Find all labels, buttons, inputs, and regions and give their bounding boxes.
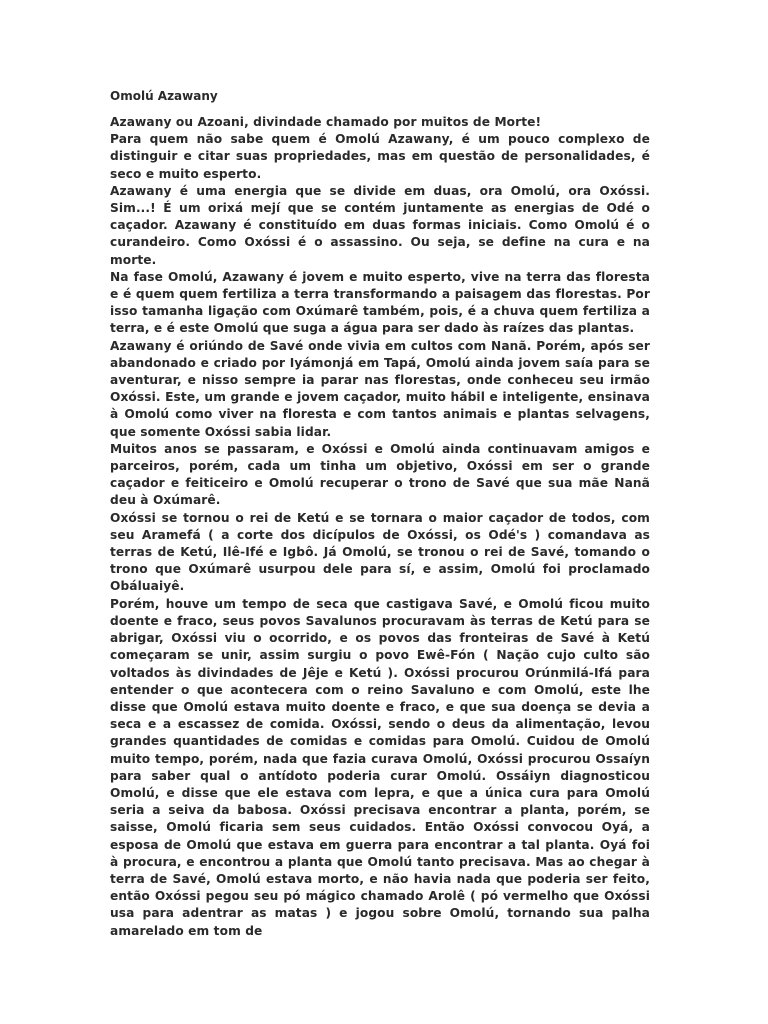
paragraph-energy: Azawany é uma energia que se divide em duas, ora Omolú, ora Oxóssi. Sim...! É um orixá mejí que se contém juntamente as energias de Odé o caçador. Azawany é constituído em duas formas iniciais. Como Omolú é o curandeiro. Como Oxóssi é o assassino. Ou seja, se define na cura e na morte. <box>110 183 650 267</box>
document-page <box>110 88 650 940</box>
document-body <box>110 114 650 940</box>
paragraph-years: Muitos anos se passaram, e Oxóssi e Omolú ainda continuavam amigos e parceiros, porém, cada um tinha um objetivo, Oxóssi em ser o grande caçador e feiticeiro e Omolú recuperar o trono de Savé que sua mãe Nanã deu à Oxúmarê. <box>110 441 650 508</box>
paragraph-omolu-phase: Na fase Omolú, Azawany é jovem e muito esperto, vive na terra das floresta e é quem quem fertiliza a terra transformando a paisagem das florestas. Por isso tamanha ligação com Oxúmarê também, pois, é a chuva quem fertiliza a terra, e é este Omolú que suga a água para ser dado às raízes das plantas. <box>110 269 650 336</box>
paragraph-drought: Porém, houve um tempo de seca que castigava Savé, e Omolú ficou muito doente e fraco, seus povos Savalunos procuravam às terras de Ketú para se abrigar, Oxóssi viu o ocorrido, e os povos das fronteiras de Savé à Ketú começaram se unir, assim surgiu o povo Ewê-Fón ( Nação cujo culto são voltados às divindades de Jêje e Ketú ). Oxóssi procurou Orúnmilá-Ifá para entender o que acontecera com o reino Savaluno e com Omolú, este lhe disse que Omolú estava muito doente e fraco, e que sua doença se devia a seca e a escassez de comida. Oxóssi, sendo o deus da alimentação, levou grandes quantidades de comidas e comidas para Omolú. Cuidou de Omolú muito tempo, porém, nada que fazia curava Omolú, Oxóssi procurou Ossaíyn para saber qual o antídoto poderia curar Omolú. Ossáiyn diagnosticou Omolú, e disse que ele estava com lepra, e que a única cura para Omolú seria a seiva da babosa. Oxóssi precisava encontrar a planta, porém, se saisse, Omolú ficaria sem seus cuidados. Então Oxóssi convocou Oyá, a esposa de Omolú que estava em guerra para encontrar a tal planta. Oyá foi à procura, e encontrou a planta que Omolú tanto precisava. Mas ao chegar à terra de Savé, Omolú estava morto, e não havia nada que poderia ser feito, então Oxóssi pegou seu pó mágico chamado Arolê ( pó vermelho que Oxóssi usa para adentrar as matas ) e jogou sobre Omolú, tornando sua palha amarelado em tom de <box>110 596 650 938</box>
paragraph-kings: Oxóssi se tornou o rei de Ketú e se tornara o maior caçador de todos, com seu Aramefá ( a corte dos dicípulos de Oxóssi, os Odé's ) comandava as terras de Ketú, Ilê-Ifé e Igbô. Já Omolú, se tronou o rei de Savé, tomando o trono que Oxúmarê usurpou dele para sí, e assim, Omolú foi proclamado Obáluaiyê. <box>110 510 650 594</box>
paragraph-properties: Para quem não sabe quem é Omolú Azawany, é um pouco complexo de distinguir e citar suas propriedades, mas em questão de personalidades, é seco e muito esperto. <box>110 132 650 181</box>
document-title: Omolú Azawany <box>110 89 218 103</box>
paragraph-intro: Azawany ou Azoani, divindade chamado por muitos de Morte! <box>110 115 542 129</box>
paragraph-origin: Azawany é oriúndo de Savé onde vivia em cultos com Nanã. Porém, após ser abandonado e criado por Iyámonjá em Tapá, Omolú ainda jovem saía para se aventurar, e nisso sempre ia parar nas florestas, onde conheceu seu irmão Oxóssi. Este, um grande e jovem caçador, muito hábil e inteligente, ensinava à Omolú como viver na floresta e com tantos animais e plantas selvagens, que somente Oxóssi sabia lidar. <box>110 338 650 439</box>
